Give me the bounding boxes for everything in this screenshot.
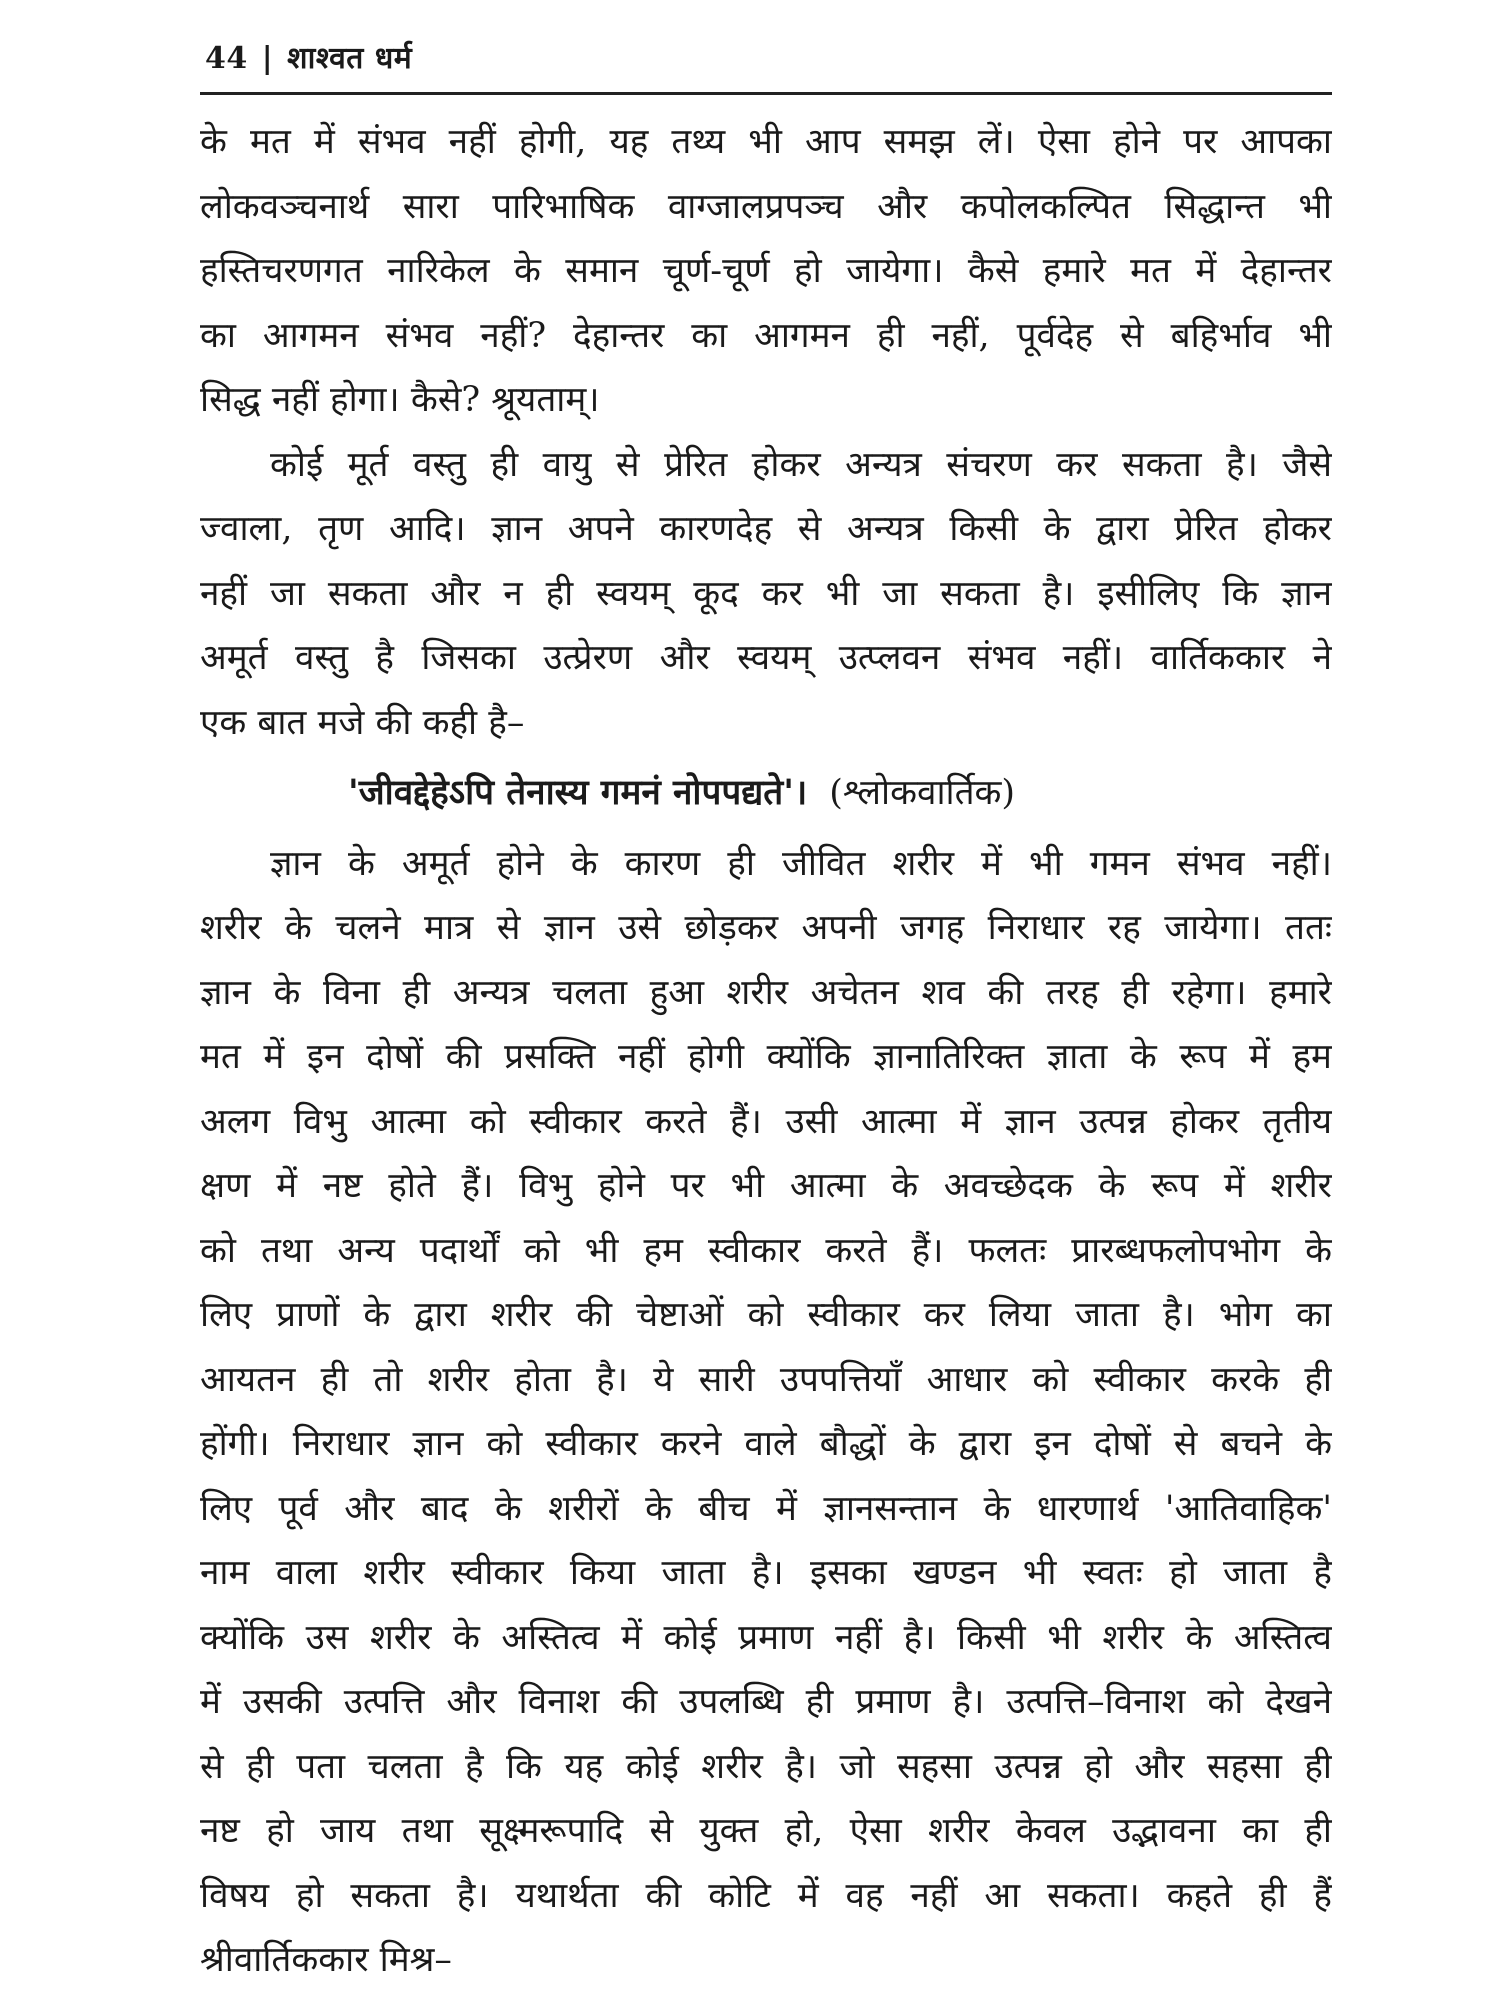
- text-line: नष्ट हो जाय तथा सूक्ष्मरूपादि से युक्त हो, ऐसा शरीर केवल उद्भावना का ही: [200, 1811, 1332, 1851]
- text-line: नाम वाला शरीर स्वीकार किया जाता है। इसका खण्डन भी स्वतः हो जाता है: [200, 1553, 1332, 1593]
- text-line: ज्ञान के अमूर्त होने के कारण ही जीवित शरीर में भी गमन संभव नहीं।: [270, 843, 1332, 884]
- text-line: मत में इन दोषों की प्रसक्ति नहीं होगी क्योंकि ज्ञानातिरिक्त ज्ञाता के रूप में हम: [200, 1037, 1332, 1077]
- text-line: होंगी। निराधार ज्ञान को स्वीकार करने वाले बौद्धों के द्वारा इन दोषों से बचने के: [200, 1424, 1332, 1464]
- text-line: अलग विभु आत्मा को स्वीकार करते हैं। उसी आत्मा में ज्ञान उत्पन्न होकर तृतीय: [200, 1101, 1332, 1142]
- book-title: शाश्वत धर्म: [287, 41, 413, 76]
- text-line: आयतन ही तो शरीर होता है। ये सारी उपपत्तियाँ आधार को स्वीकार करके ही: [200, 1359, 1332, 1400]
- quote-source: (श्लोकवार्तिक): [829, 773, 1016, 813]
- header-separator: |: [261, 41, 274, 76]
- text-line: क्योंकि उस शरीर के अस्तित्व में कोई प्रमाण नहीं है। किसी भी शरीर के अस्तित्व: [200, 1617, 1332, 1658]
- text-line: ज्वाला, तृण आदि। ज्ञान अपने कारणदेह से अन्यत्र किसी के द्वारा प्रेरित होकर: [200, 509, 1332, 549]
- text-line: के मत में संभव नहीं होगी, यह तथ्य भी आप समझ लें। ऐसा होने पर आपका: [200, 122, 1332, 162]
- text-line: कोई मूर्त वस्तु ही वायु से प्रेरित होकर अन्यत्र संचरण कर सकता है। जैसे: [270, 444, 1332, 485]
- text-line: का आगमन संभव नहीं? देहान्तर का आगमन ही नहीं, पूर्वदेह से बहिर्भाव भी: [200, 315, 1332, 356]
- page-header: [205, 36, 412, 77]
- text-line: को तथा अन्य पदार्थों को भी हम स्वीकार करते हैं। फलतः प्रारब्धफलोपभोग के: [200, 1230, 1332, 1271]
- text-line: नहीं जा सकता और न ही स्वयम् कूद कर भी जा सकता है। इसीलिए कि ज्ञान: [200, 573, 1332, 614]
- text-line: विषय हो सकता है। यथार्थता की कोटि में वह नहीं आ सकता। कहते ही हैं: [200, 1875, 1332, 1916]
- header-rule: [200, 92, 1332, 95]
- text-line: एक बात मजे की कही है–: [200, 702, 525, 743]
- text-line: से ही पता चलता है कि यह कोई शरीर है। जो सहसा उत्पन्न हो और सहसा ही: [200, 1746, 1332, 1787]
- text-line: ज्ञान के विना ही अन्यत्र चलता हुआ शरीर अचेतन शव की तरह ही रहेगा। हमारे: [200, 972, 1332, 1013]
- page-number: 44: [205, 41, 248, 76]
- text-line: क्षण में नष्ट होते हैं। विभु होने पर भी आत्मा के अवच्छेदक के रूप में शरीर: [200, 1166, 1332, 1206]
- text-line: अमूर्त वस्तु है जिसका उत्प्रेरण और स्वयम् उत्प्लवन संभव नहीं। वार्तिककार ने: [200, 638, 1332, 678]
- text-line: लिए पूर्व और बाद के शरीरों के बीच में ज्ञानसन्तान के धारणार्थ 'आतिवाहिक': [200, 1488, 1332, 1529]
- text-line: शरीर के चलने मात्र से ज्ञान उसे छोड़कर अपनी जगह निराधार रह जायेगा। ततः: [200, 908, 1332, 948]
- verse-quote: [200, 761, 1332, 826]
- text-line: हस्तिचरणगत नारिकेल के समान चूर्ण-चूर्ण हो जायेगा। कैसे हमारे मत में देहान्तर: [200, 251, 1332, 291]
- text-line: में उसकी उत्पत्ति और विनाश की उपलब्धि ही प्रमाण है। उत्पत्ति–विनाश को देखने: [200, 1682, 1332, 1722]
- text-line: सिद्ध नहीं होगा। कैसे? श्रूयताम्।: [200, 380, 600, 420]
- quote-text: 'जीवद्देहेऽपि तेनास्य गमनं नोपपद्यते'।: [348, 772, 808, 813]
- text-line: लोकवञ्चनार्थ सारा पारिभाषिक वाग्जालप्रपञ्च और कपोलकल्पित सिद्धान्त भी: [200, 186, 1332, 227]
- page-body: [200, 110, 1332, 1993]
- text-line: लिए प्राणों के द्वारा शरीर की चेष्टाओं को स्वीकार कर लिया जाता है। भोग का: [200, 1295, 1332, 1335]
- text-line: श्रीवार्तिककार मिश्र–: [200, 1940, 452, 1980]
